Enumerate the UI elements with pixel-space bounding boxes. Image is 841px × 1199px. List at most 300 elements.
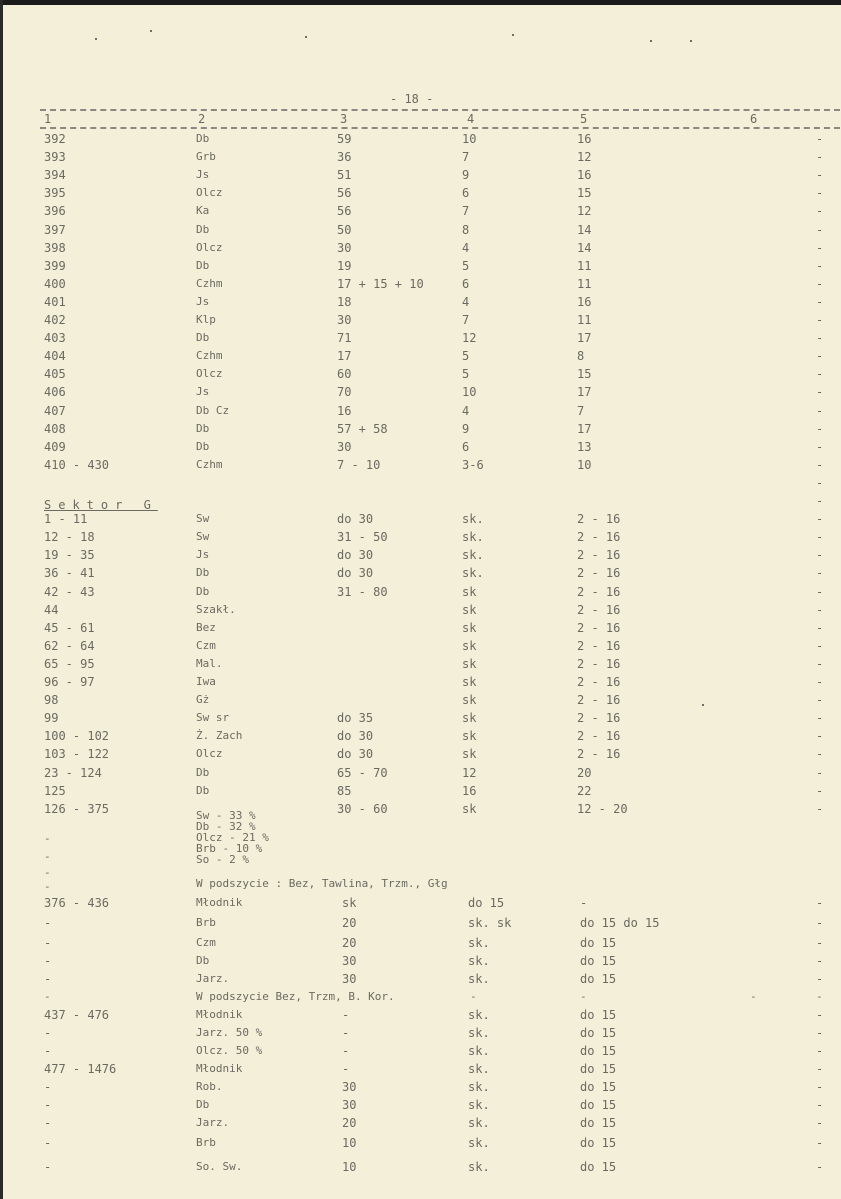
table-cell: do 15 <box>580 936 617 950</box>
table-cell: do 15 <box>580 954 617 968</box>
table-cell: - <box>816 168 824 182</box>
table-cell: 6 <box>462 277 470 291</box>
table-row <box>0 223 841 241</box>
table-cell: sk <box>342 896 357 910</box>
table-cell: 406 <box>44 385 66 399</box>
table-cell: do 35 <box>337 711 374 725</box>
table-cell: do 15 <box>580 1080 617 1094</box>
table-cell: 7 <box>577 404 585 418</box>
table-row <box>0 259 841 277</box>
table-cell: - <box>342 1026 350 1040</box>
table-cell: 31 - 80 <box>337 585 388 599</box>
table-cell: do 15 do 15 <box>580 916 660 930</box>
table-cell: Czhm <box>196 277 223 290</box>
table-cell: 2 - 16 <box>577 711 621 725</box>
column-number-5: 5 <box>580 112 588 126</box>
undergrowth-note: W podszycie Bez, Trzm, B. Kor. <box>196 990 395 1003</box>
column-number-1: 1 <box>44 112 52 126</box>
table-cell: - <box>44 1026 52 1040</box>
table-cell: 9 <box>462 168 470 182</box>
table-cell: - <box>44 1160 52 1174</box>
undergrowth-dash: - <box>470 990 477 1003</box>
table-row <box>0 458 841 476</box>
table-row <box>0 168 841 186</box>
table-cell: 410 - 430 <box>44 458 110 472</box>
table-cell: 31 - 50 <box>337 530 388 544</box>
table-cell: - <box>816 675 824 689</box>
table-cell: Js <box>196 295 210 308</box>
composition-dash: - <box>44 880 51 893</box>
table-cell: Czhm <box>196 458 223 471</box>
table-cell: 13 <box>577 440 592 454</box>
table-cell: - <box>816 896 824 910</box>
table-cell: - <box>816 313 824 327</box>
table-cell: Brb <box>196 916 216 929</box>
table-cell: 16 <box>462 784 477 798</box>
table-cell: sk <box>462 657 477 671</box>
scan-top-edge <box>0 0 841 5</box>
table-cell: - <box>816 566 824 580</box>
table-cell: 11 <box>577 259 592 273</box>
composition-dash: - <box>44 866 51 879</box>
table-cell: 20 <box>342 1116 357 1130</box>
table-cell: - <box>816 295 824 309</box>
header-rule-bottom <box>40 127 840 129</box>
table-row <box>0 1080 841 1098</box>
table-row <box>0 313 841 331</box>
table-cell: 30 - 60 <box>337 802 388 816</box>
table-cell: 2 - 16 <box>577 530 621 544</box>
table-cell: 15 <box>577 186 592 200</box>
table-row <box>0 385 841 403</box>
table-cell: 16 <box>577 295 592 309</box>
table-cell: 405 <box>44 367 66 381</box>
composition-line: Sw - 33 % <box>196 809 256 822</box>
table-cell: - <box>816 512 824 526</box>
table-cell: 2 - 16 <box>577 603 621 617</box>
table-cell: 12 - 20 <box>577 802 628 816</box>
table-cell: do 15 <box>580 1008 617 1022</box>
table-cell: 12 <box>577 204 592 218</box>
table-row <box>0 1008 841 1026</box>
table-cell: 10 <box>342 1136 357 1150</box>
table-row <box>0 639 841 657</box>
table-row <box>0 1044 841 1062</box>
table-cell: sk <box>462 729 477 743</box>
table-cell: - <box>816 494 824 508</box>
table-cell: - <box>44 1080 52 1094</box>
table-cell: 7 <box>462 313 470 327</box>
table-cell: 36 <box>337 150 352 164</box>
table-row <box>0 530 841 548</box>
table-cell: 30 <box>342 1098 357 1112</box>
table-cell: - <box>816 954 824 968</box>
table-cell: 2 - 16 <box>577 675 621 689</box>
table-row <box>0 512 841 530</box>
table-cell: 96 - 97 <box>44 675 95 689</box>
table-row <box>0 349 841 367</box>
table-cell: Db <box>196 223 210 236</box>
table-cell: sk. <box>468 1044 490 1058</box>
table-cell: 11 <box>577 313 592 327</box>
table-cell: 65 - 95 <box>44 657 95 671</box>
table-cell: 5 <box>462 259 470 273</box>
table-cell: - <box>44 916 52 930</box>
table-cell: - <box>816 621 824 635</box>
table-cell: - <box>44 936 52 950</box>
undergrowth-dash: - <box>750 990 757 1003</box>
table-cell: 44 <box>44 603 59 617</box>
table-cell: 18 <box>337 295 352 309</box>
table-cell: Jarz. <box>196 1116 230 1129</box>
table-cell: 394 <box>44 168 66 182</box>
table-cell: Db <box>196 566 210 579</box>
table-cell: - <box>816 223 824 237</box>
table-cell: - <box>816 1136 824 1150</box>
table-cell: 126 - 375 <box>44 802 110 816</box>
table-cell: do 15 <box>580 1044 617 1058</box>
table-cell: sk <box>462 711 477 725</box>
table-cell: do 15 <box>580 1062 617 1076</box>
table-cell: 3-6 <box>462 458 484 472</box>
table-cell: - <box>816 277 824 291</box>
table-cell: 57 + 58 <box>337 422 388 436</box>
table-cell: Szakł. <box>196 603 236 616</box>
table-cell: - <box>816 603 824 617</box>
table-cell: Iwa <box>196 675 216 688</box>
column-number-4: 4 <box>467 112 475 126</box>
table-cell: 10 <box>462 385 477 399</box>
table-cell: sk. <box>468 1026 490 1040</box>
table-row <box>0 295 841 313</box>
table-cell: Klp <box>196 313 216 326</box>
table-row <box>0 150 841 168</box>
table-cell: - <box>816 1044 824 1058</box>
table-cell: 2 - 16 <box>577 693 621 707</box>
table-cell: So. Sw. <box>196 1160 243 1173</box>
table-cell: sk. <box>468 1080 490 1094</box>
table-cell: sk. <box>468 1160 490 1174</box>
table-cell: - <box>816 1080 824 1094</box>
table-cell: 60 <box>337 367 352 381</box>
table-cell: 17 <box>577 422 592 436</box>
table-cell: 392 <box>44 132 66 146</box>
table-cell: 30 <box>337 241 352 255</box>
table-cell: sk <box>462 603 477 617</box>
table-cell: Czm <box>196 639 216 652</box>
table-cell: - <box>816 916 824 930</box>
table-cell: 50 <box>337 223 352 237</box>
table-cell: - <box>816 440 824 454</box>
table-cell: Młodnik <box>196 896 243 909</box>
table-cell: 16 <box>577 168 592 182</box>
table-cell: - <box>816 1008 824 1022</box>
table-row <box>0 440 841 458</box>
table-cell: - <box>816 241 824 255</box>
table-cell: - <box>816 530 824 544</box>
table-cell: 1 - 11 <box>44 512 88 526</box>
table-cell: Db <box>196 259 210 272</box>
table-cell: Gż <box>196 693 210 706</box>
table-cell: 22 <box>577 784 592 798</box>
table-cell: Js <box>196 548 210 561</box>
table-cell: Olcz <box>196 186 223 199</box>
table-cell: - <box>816 1026 824 1040</box>
table-cell: sk. sk <box>468 916 512 930</box>
table-cell: Mal. <box>196 657 223 670</box>
table-cell: 56 <box>337 204 352 218</box>
table-cell: 437 - 476 <box>44 1008 110 1022</box>
table-cell: Db <box>196 585 210 598</box>
table-cell: 98 <box>44 693 59 707</box>
table-cell: - <box>816 422 824 436</box>
table-cell: do 15 <box>468 896 505 910</box>
table-row <box>0 657 841 675</box>
table-row <box>0 367 841 385</box>
table-cell: 409 <box>44 440 66 454</box>
table-cell: 23 - 124 <box>44 766 102 780</box>
table-cell: - <box>816 259 824 273</box>
table-cell: Jarz. <box>196 972 230 985</box>
table-row <box>0 585 841 603</box>
table-cell: Db <box>196 331 210 344</box>
table-cell: - <box>816 458 824 472</box>
table-cell: - <box>44 1044 52 1058</box>
table-cell: - <box>44 1098 52 1112</box>
table-cell: - <box>816 404 824 418</box>
table-cell: 19 <box>337 259 352 273</box>
table-cell: sk. <box>462 566 484 580</box>
table-cell: 17 + 15 + 10 <box>337 277 424 291</box>
table-row <box>0 802 841 820</box>
table-row <box>0 896 841 914</box>
table-cell: 59 <box>337 132 352 146</box>
sector-heading: Sektor G <box>44 498 158 512</box>
table-cell: - <box>816 548 824 562</box>
table-cell: do 15 <box>580 1136 617 1150</box>
table-cell: sk. <box>468 954 490 968</box>
table-cell: 103 - 122 <box>44 747 110 761</box>
table-cell: 4 <box>462 241 470 255</box>
table-cell: do 30 <box>337 566 374 580</box>
composition-line: Olcz - 21 % <box>196 831 269 844</box>
table-row <box>0 566 841 584</box>
speck <box>702 704 704 706</box>
table-cell: - <box>44 1116 52 1130</box>
table-cell: Js <box>196 385 210 398</box>
table-cell: sk. <box>462 530 484 544</box>
table-cell: - <box>816 331 824 345</box>
table-cell: 399 <box>44 259 66 273</box>
table-cell: 12 - 18 <box>44 530 95 544</box>
table-row <box>0 711 841 729</box>
table-cell: sk <box>462 585 477 599</box>
table-cell: Brb <box>196 1136 216 1149</box>
table-cell: 11 <box>577 277 592 291</box>
table-cell: 17 <box>577 385 592 399</box>
table-cell: Db <box>196 766 210 779</box>
table-cell: 20 <box>577 766 592 780</box>
table-row <box>0 331 841 349</box>
table-cell: 2 - 16 <box>577 621 621 635</box>
speck <box>690 40 692 42</box>
table-row <box>0 1136 841 1154</box>
table-cell: - <box>44 972 52 986</box>
undergrowth-dash: - <box>44 990 51 1003</box>
table-cell: 393 <box>44 150 66 164</box>
table-row <box>0 936 841 954</box>
table-cell: - <box>816 972 824 986</box>
table-cell: - <box>816 711 824 725</box>
table-cell: Sw <box>196 512 210 525</box>
table-row <box>0 766 841 784</box>
table-cell: do 30 <box>337 729 374 743</box>
table-cell: do 30 <box>337 512 374 526</box>
table-cell: sk. <box>462 512 484 526</box>
table-cell: Sw sr <box>196 711 230 724</box>
table-row <box>0 1062 841 1080</box>
species-composition <box>196 810 269 865</box>
table-cell: Db <box>196 132 210 145</box>
table-cell: 17 <box>577 331 592 345</box>
table-cell: - <box>342 1044 350 1058</box>
table-cell: Rob. <box>196 1080 223 1093</box>
table-cell: sk. <box>468 1116 490 1130</box>
table-row <box>0 404 841 422</box>
table-cell: sk <box>462 639 477 653</box>
table-cell: 2 - 16 <box>577 512 621 526</box>
table-cell: sk. <box>462 548 484 562</box>
table-cell: 20 <box>342 936 357 950</box>
table-cell: 403 <box>44 331 66 345</box>
table-cell: Js <box>196 168 210 181</box>
table-cell: 19 - 35 <box>44 548 95 562</box>
table-cell: sk <box>462 621 477 635</box>
table-cell: 2 - 16 <box>577 548 621 562</box>
table-cell: - <box>816 747 824 761</box>
table-cell: 70 <box>337 385 352 399</box>
table-cell: Olcz. 50 % <box>196 1044 263 1057</box>
table-cell: Db <box>196 440 210 453</box>
table-cell: 99 <box>44 711 59 725</box>
table-cell: - <box>816 204 824 218</box>
table-cell: Olcz <box>196 367 223 380</box>
table-cell: 12 <box>462 766 477 780</box>
page-number: - 18 - <box>390 92 434 106</box>
table-cell: - <box>816 639 824 653</box>
table-cell: do 30 <box>337 548 374 562</box>
table-cell: - <box>816 1062 824 1076</box>
table-cell: Db <box>196 784 210 797</box>
table-cell: Sw <box>196 530 210 543</box>
table-cell: - <box>816 385 824 399</box>
table-row <box>0 621 841 639</box>
table-cell: do 30 <box>337 747 374 761</box>
table-cell: - <box>816 693 824 707</box>
column-number-2: 2 <box>198 112 206 126</box>
table-cell: 396 <box>44 204 66 218</box>
table-cell: Grb <box>196 150 216 163</box>
table-cell: Db <box>196 422 210 435</box>
table-cell: 2 - 16 <box>577 566 621 580</box>
table-cell: - <box>816 186 824 200</box>
table-cell: 7 - 10 <box>337 458 381 472</box>
table-cell: Olcz <box>196 747 223 760</box>
table-cell: 17 <box>337 349 352 363</box>
column-number-6: 6 <box>750 112 758 126</box>
table-cell: 62 - 64 <box>44 639 95 653</box>
table-cell: do 15 <box>580 1116 617 1130</box>
table-cell: 100 - 102 <box>44 729 110 743</box>
composition-line: Brb - 10 % <box>196 842 263 855</box>
table-cell: 7 <box>462 204 470 218</box>
speck <box>305 36 307 38</box>
table-cell: Ka <box>196 204 210 217</box>
table-cell: Bez <box>196 621 216 634</box>
table-row <box>0 476 841 494</box>
table-cell: 404 <box>44 349 66 363</box>
table-cell: 477 - 1476 <box>44 1062 117 1076</box>
table-cell: 2 - 16 <box>577 657 621 671</box>
speck <box>150 30 152 32</box>
table-cell: 8 <box>462 223 470 237</box>
speck <box>95 38 97 40</box>
table-cell: Jarz. 50 % <box>196 1026 263 1039</box>
table-cell: 30 <box>342 972 357 986</box>
table-cell: - <box>816 784 824 798</box>
table-cell: do 15 <box>580 1160 617 1174</box>
table-cell: - <box>816 349 824 363</box>
speck <box>650 40 652 42</box>
table-row <box>0 675 841 693</box>
table-cell: 5 <box>462 349 470 363</box>
table-cell: 2 - 16 <box>577 729 621 743</box>
table-cell: 30 <box>337 313 352 327</box>
table-cell: 402 <box>44 313 66 327</box>
table-cell: Młodnik <box>196 1008 243 1021</box>
table-cell: 408 <box>44 422 66 436</box>
table-cell: 15 <box>577 367 592 381</box>
table-cell: 125 <box>44 784 66 798</box>
table-cell: 16 <box>337 404 352 418</box>
table-cell: 6 <box>462 186 470 200</box>
table-cell: sk. <box>468 1062 490 1076</box>
table-row <box>0 204 841 222</box>
table-cell: 14 <box>577 223 592 237</box>
table-row <box>0 603 841 621</box>
table-row <box>0 277 841 295</box>
undergrowth-dash: - <box>816 990 823 1003</box>
table-cell: 65 - 70 <box>337 766 388 780</box>
table-cell: 10 <box>577 458 592 472</box>
table-cell: 398 <box>44 241 66 255</box>
table-cell: - <box>816 150 824 164</box>
table-cell: 51 <box>337 168 352 182</box>
table-cell: 12 <box>577 150 592 164</box>
table-cell: 376 - 436 <box>44 896 110 910</box>
table-cell: Czhm <box>196 349 223 362</box>
table-row <box>0 693 841 711</box>
table-row <box>0 186 841 204</box>
table-row <box>0 1026 841 1044</box>
table-cell: Db <box>196 954 210 967</box>
table-cell: sk. <box>468 936 490 950</box>
table-cell: - <box>580 896 588 910</box>
table-row <box>0 422 841 440</box>
undergrowth-note: W podszycie : Bez, Tawlina, Trzm., Głg <box>196 877 448 890</box>
table-cell: 8 <box>577 349 585 363</box>
table-cell: sk <box>462 693 477 707</box>
